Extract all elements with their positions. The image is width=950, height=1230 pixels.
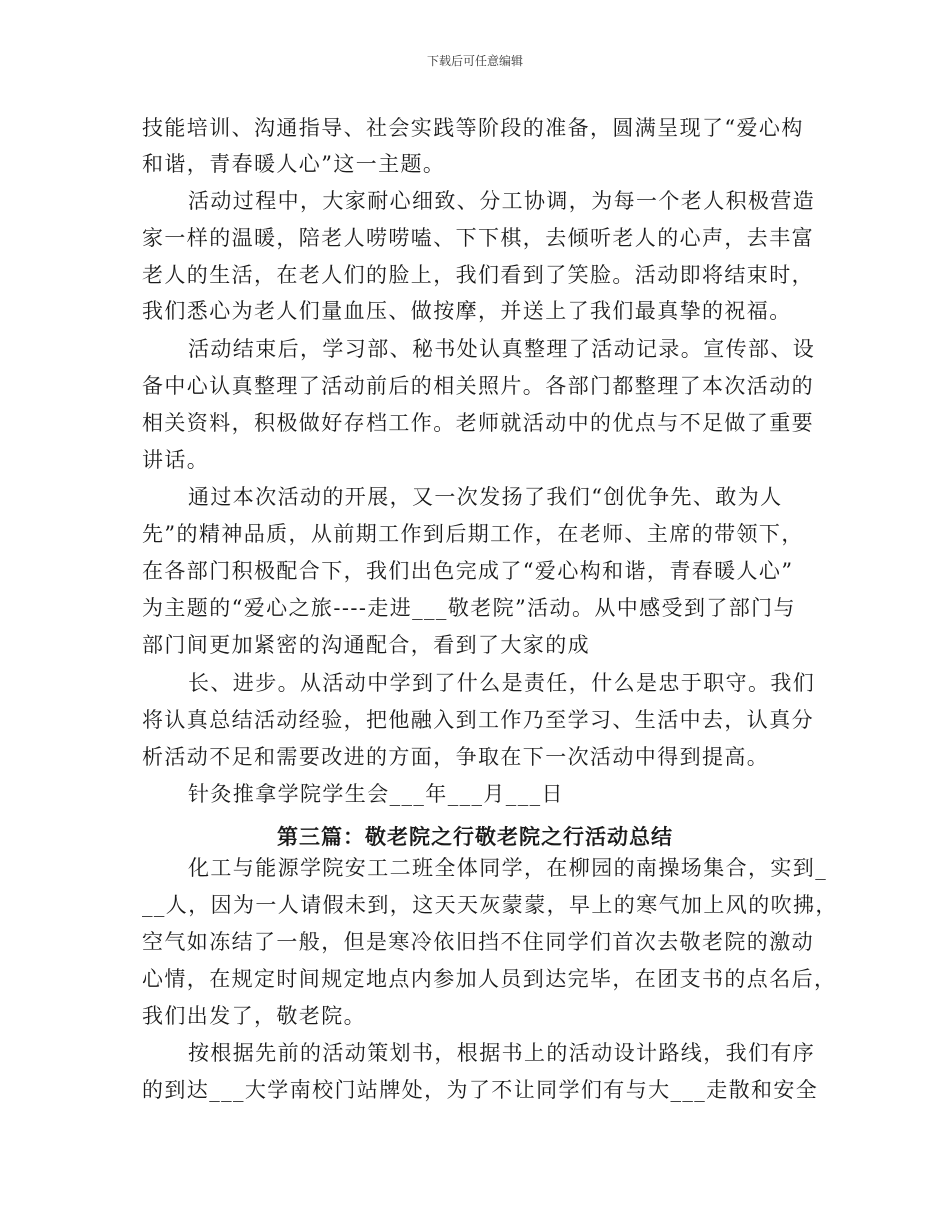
text-line: 在各部门积极配合下，我们出色完成了“爱心构和谐，青春暖人心” xyxy=(142,559,794,583)
text-line: 通过本次活动的开展，又一次发扬了我们“创优争先、敢为人 xyxy=(188,485,783,509)
page-header: 下载后可任意编辑 xyxy=(426,54,523,68)
text-line: 按根据先前的活动策划书，根据书上的活动设计路线，我们有序 xyxy=(188,1041,816,1065)
text-line: 析活动不足和需要改进的方面，争取在下一次活动中得到提高。 xyxy=(142,745,770,769)
text-line: 为主题的“爱心之旅----走进___敬老院”活动。从中感受到了部门与 xyxy=(142,596,796,620)
text-line: 我们出发了，敬老院。 xyxy=(142,1004,366,1028)
text-line: 空气如冻结了一般，但是寒冷依旧挡不住同学们首次去敬老院的激动 xyxy=(142,930,814,954)
text-line: 部门间更加紧密的沟通配合，看到了大家的成 xyxy=(142,633,590,657)
text-line: 技能培训、沟通指导、社会实践等阶段的准备，圆满呈现了“爱心构 xyxy=(142,116,804,140)
text-line: 化工与能源学院安工二班全体同学，在柳园的南操场集合，实到_ xyxy=(188,856,828,880)
text-line: 长、进步。从活动中学到了什么是责任，什么是忠于职守。我们 xyxy=(188,671,816,695)
text-line: 针灸推拿学院学生会___年___月___日 xyxy=(188,782,564,806)
text-line: 的到达___大学南校门站牌处，为了不让同学们有与大___走散和安全 xyxy=(142,1078,819,1102)
text-line: 相关资料，积极做好存档工作。老师就活动中的优点与不足做了重要 xyxy=(142,411,814,435)
text-line: 将认真总结活动经验，把他融入到工作乃至学习、生活中去，认真分 xyxy=(142,708,814,732)
text-line: 心情，在规定时间规定地点内参加人员到达完毕，在团支书的点名后， xyxy=(142,967,837,991)
text-line: 我们悉心为老人们量血压、做按摩，并送上了我们最真挚的祝福。 xyxy=(142,299,792,323)
text-line: 先”的精神品质，从前期工作到后期工作，在老师、主席的带领下， xyxy=(142,522,804,546)
text-line: 家一样的温暖，陪老人唠唠嗑、下下棋，去倾听老人的心声，去丰富 xyxy=(142,226,814,250)
text-line: 备中心认真整理了活动前后的相关照片。各部门都整理了本次活动的 xyxy=(142,374,814,398)
text-line: 讲话。 xyxy=(142,448,210,472)
text-line: 活动结束后，学习部、秘书处认真整理了活动记录。宣传部、设 xyxy=(188,337,816,361)
text-line: 和谐，青春暖人心”这一主题。 xyxy=(142,152,446,176)
text-line: 活动过程中，大家耐心细致、分工协调，为每一个老人积极营造 xyxy=(188,189,816,213)
text-line: 老人的生活，在老人们的脸上，我们看到了笑脸。活动即将结束时， xyxy=(142,263,814,287)
section-heading: 第三篇：敬老院之行敬老院之行活动总结 xyxy=(277,824,673,849)
text-line: __人，因为一人请假未到，这天天灰蒙蒙，早上的寒气加上风的吹拂， xyxy=(142,893,838,917)
